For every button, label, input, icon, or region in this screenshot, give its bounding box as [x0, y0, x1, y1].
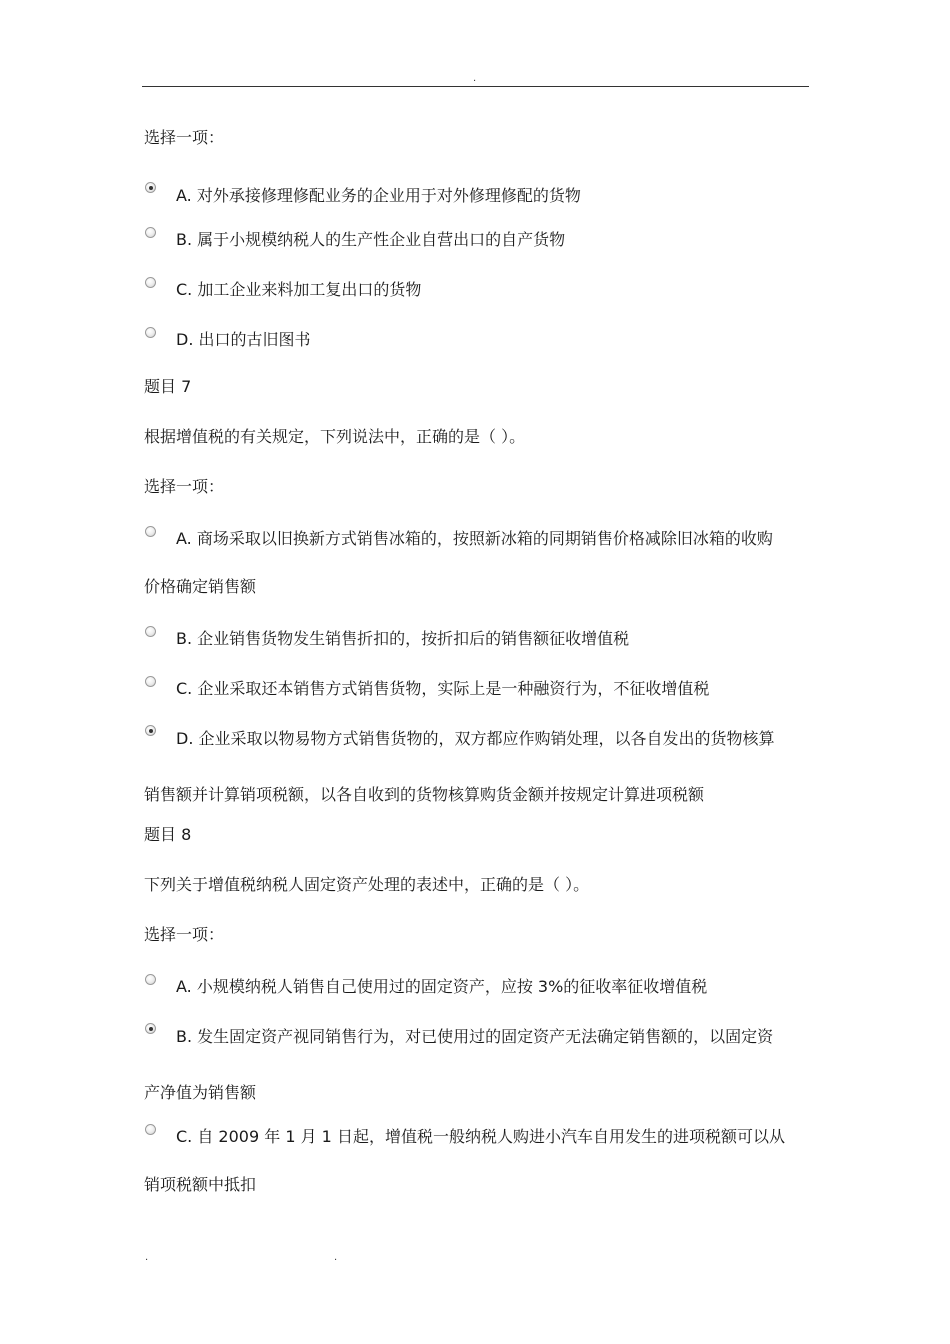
q6-option-a-label[interactable]: A. 对外承接修理修配业务的企业用于对外修理修配的货物 — [176, 186, 581, 205]
q6-option-d-label[interactable]: D. 出口的古旧图书 — [176, 330, 311, 349]
q8-question: 下列关于增值税纳税人固定资产处理的表述中，正确的是（ ）。 — [144, 875, 590, 894]
footer-dot-left: . — [145, 1252, 149, 1263]
q7-prompt: 选择一项： — [144, 477, 225, 496]
header-rule — [142, 86, 809, 87]
q7-option-c-label[interactable]: C. 企业采取还本销售方式销售货物，实际上是一种融资行为，不征收增值税 — [176, 679, 710, 698]
q6-option-c-label[interactable]: C. 加工企业来料加工复出口的货物 — [176, 280, 422, 299]
q7-option-a-label[interactable]: A. 商场采取以旧换新方式销售冰箱的，按照新冰箱的同期销售价格减除旧冰箱的收购 — [176, 529, 773, 548]
q6-option-b-label[interactable]: B. 属于小规模纳税人的生产性企业自营出口的自产货物 — [176, 230, 566, 249]
q8-option-c-label[interactable]: C. 自 2009 年 1 月 1 日起，增值税一般纳税人购进小汽车自用发生的进项税额可以从 — [176, 1127, 785, 1146]
q8-option-c-radio[interactable] — [145, 1124, 156, 1135]
q7-option-d-label[interactable]: D. 企业采取以物易物方式销售货物的，双方都应作购销处理，以各自发出的货物核算 — [176, 729, 775, 748]
q6-option-b-radio[interactable] — [145, 227, 156, 238]
q8-option-b-continuation: 产净值为销售额 — [144, 1083, 257, 1102]
q7-title: 题目 7 — [144, 377, 192, 396]
q7-option-a-continuation: 价格确定销售额 — [144, 577, 257, 596]
q7-option-d-continuation: 销售额并计算销项税额，以各自收到的货物核算购货金额并按规定计算进项税额 — [144, 785, 705, 804]
q8-option-a-radio[interactable] — [145, 974, 156, 985]
footer-dot-right: . — [334, 1252, 338, 1263]
q6-option-a-radio[interactable] — [145, 182, 156, 193]
q8-option-b-radio[interactable] — [145, 1023, 156, 1034]
q7-option-c-radio[interactable] — [145, 676, 156, 687]
q6-option-c-radio[interactable] — [145, 277, 156, 288]
q7-option-a-radio[interactable] — [145, 526, 156, 537]
q8-prompt: 选择一项： — [144, 925, 225, 944]
q8-title: 题目 8 — [144, 825, 192, 844]
q7-option-b-label[interactable]: B. 企业销售货物发生销售折扣的，按折扣后的销售额征收增值税 — [176, 629, 630, 648]
q7-option-b-radio[interactable] — [145, 626, 156, 637]
q6-prompt: 选择一项： — [144, 128, 225, 147]
q7-option-d-radio[interactable] — [145, 725, 156, 736]
q8-option-a-label[interactable]: A. 小规模纳税人销售自己使用过的固定资产，应按 3%的征收率征收增值税 — [176, 977, 708, 996]
q7-question: 根据增值税的有关规定，下列说法中，正确的是（ ）。 — [144, 427, 526, 446]
q8-option-b-label[interactable]: B. 发生固定资产视同销售行为，对已使用过的固定资产无法确定销售额的，以固定资 — [176, 1027, 774, 1046]
q6-option-d-radio[interactable] — [145, 327, 156, 338]
header-dot: . — [473, 73, 477, 84]
q8-option-c-continuation: 销项税额中抵扣 — [144, 1175, 257, 1194]
